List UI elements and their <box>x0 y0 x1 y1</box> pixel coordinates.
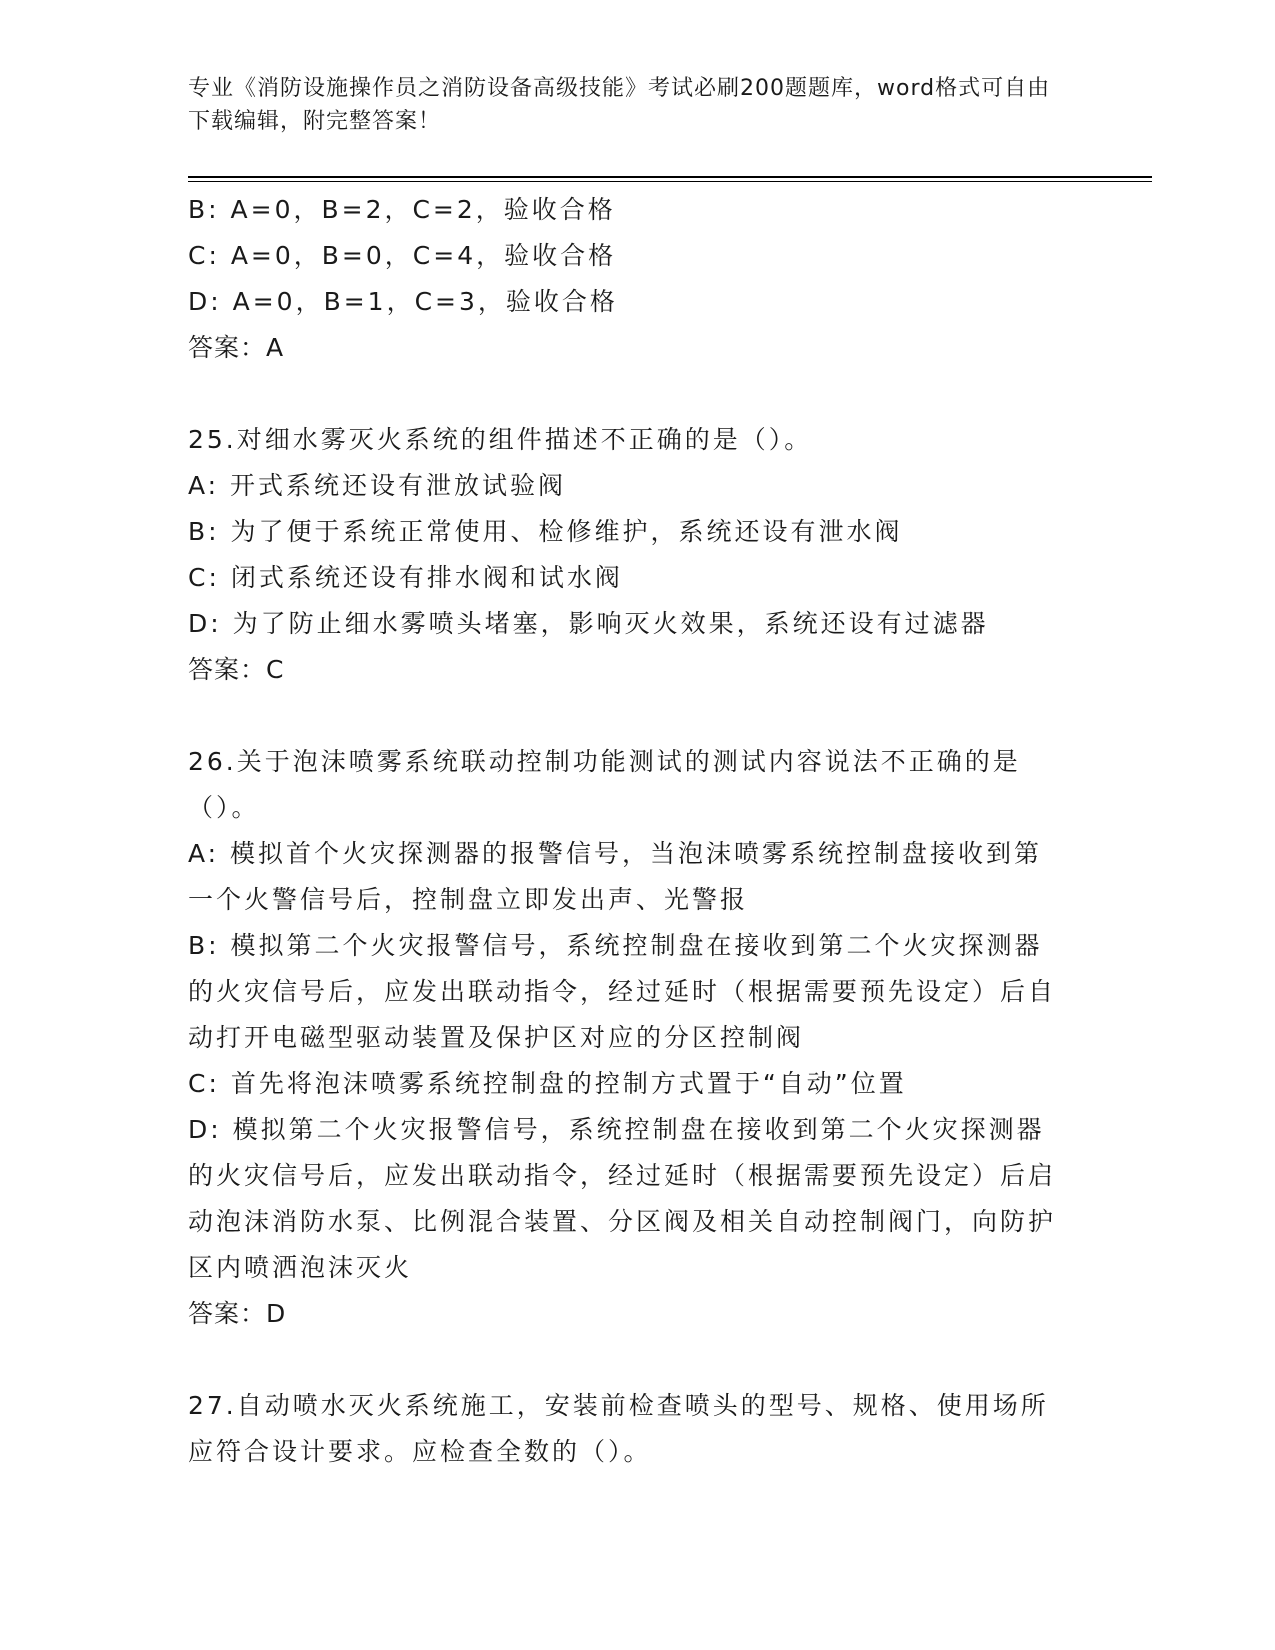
option-d: D: 为了防止细水雾喷头堵塞，影响灭火效果，系统还设有过滤器 <box>188 609 989 638</box>
question-stem: 26.关于泡沫喷雾系统联动控制功能测试的测试内容说法不正确的是（）。 <box>188 747 1021 822</box>
option-d: D: A=0，B=1，C=3，验收合格 <box>188 287 618 316</box>
option-a: A: 开式系统还设有泄放试验阀 <box>188 471 567 500</box>
header-rule-thick <box>188 176 1152 178</box>
option-b: B: A=0，B=2，C=2，验收合格 <box>188 195 616 224</box>
question-24-tail <box>188 187 1068 371</box>
option-c: C: A=0，B=0，C=4，验收合格 <box>188 241 617 270</box>
option-c: C: 闭式系统还设有排水阀和试水阀 <box>188 563 623 592</box>
question-25 <box>188 417 1068 693</box>
option-d: D: 模拟第二个火灾报警信号，系统控制盘在接收到第二个火灾探测器的火灾信号后，应发出联动指令，经过延时（根据需要预先设定）后启动泡沫消防水泵、比例混合装置、分区阀及相关自动控制阀门，向防护区内喷洒泡沫灭火 <box>188 1115 1057 1282</box>
question-content <box>188 187 1068 1475</box>
question-26 <box>188 739 1068 1337</box>
option-b: B: 为了便于系统正常使用、检修维护，系统还设有泄水阀 <box>188 517 903 546</box>
question-stem: 27.自动喷水灭火系统施工，安装前检查喷头的型号、规格、使用场所应符合设计要求。应检查全数的（）。 <box>188 1391 1049 1466</box>
option-b: B: 模拟第二个火灾报警信号，系统控制盘在接收到第二个火灾探测器的火灾信号后，应发出联动指令，经过延时（根据需要预先设定）后自动打开电磁型驱动装置及保护区对应的分区控制阀 <box>188 931 1057 1052</box>
answer: 答案：C <box>188 655 285 684</box>
question-stem: 25.对细水雾灭火系统的组件描述不正确的是（）。 <box>188 425 813 454</box>
question-27 <box>188 1383 1068 1475</box>
answer: 答案：D <box>188 1299 287 1328</box>
header-rule-thin <box>188 181 1152 182</box>
document-header: 专业《消防设施操作员之消防设备高级技能》考试必刷200题题库，word格式可自由下载编辑，附完整答案！ <box>188 76 1051 134</box>
option-c: C: 首先将泡沫喷雾系统控制盘的控制方式置于“自动”位置 <box>188 1069 907 1098</box>
answer: 答案：A <box>188 333 285 362</box>
option-a: A: 模拟首个火灾探测器的报警信号，当泡沫喷雾系统控制盘接收到第一个火警信号后，控制盘立即发出声、光警报 <box>188 839 1043 914</box>
